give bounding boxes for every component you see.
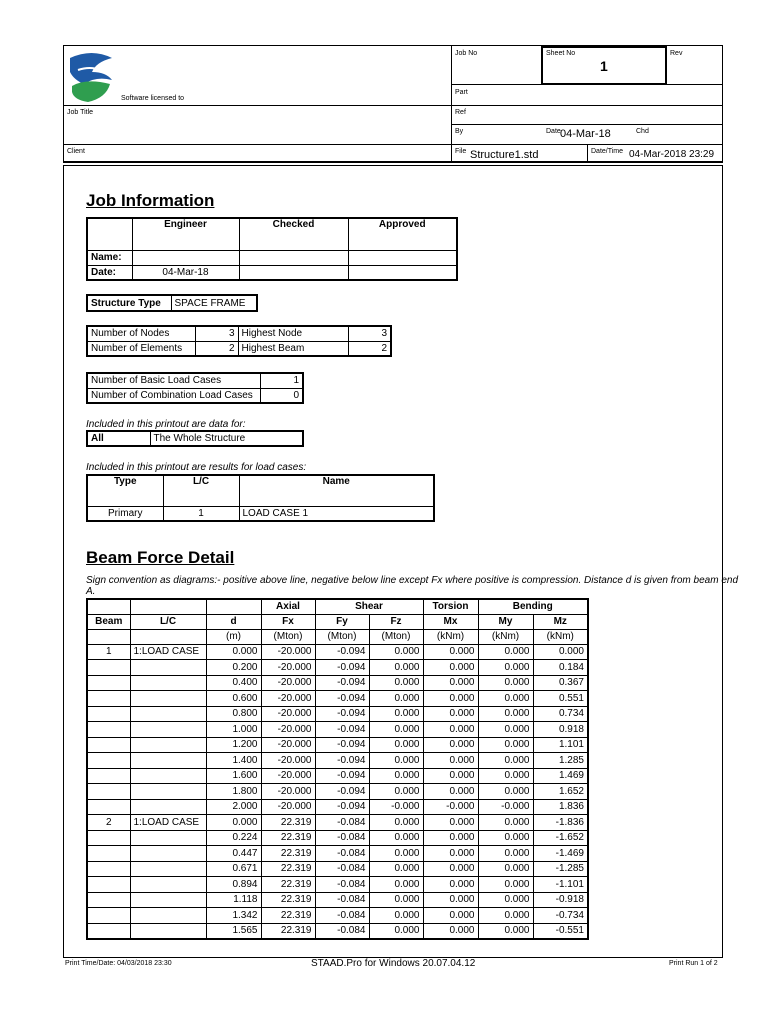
table-cell: 22.319 bbox=[261, 846, 315, 862]
table-row bbox=[87, 815, 588, 831]
table-cell bbox=[130, 830, 206, 846]
col-checked: Checked bbox=[239, 218, 348, 250]
table-cell: 22.319 bbox=[261, 908, 315, 924]
unit-mz: (kNm) bbox=[533, 629, 588, 644]
table-cell: 0.600 bbox=[206, 691, 261, 707]
date-label: Date bbox=[546, 128, 561, 135]
table-cell: 0.000 bbox=[369, 815, 423, 831]
table-row bbox=[87, 737, 588, 753]
table-cell: 0.000 bbox=[478, 675, 533, 691]
table-cell bbox=[130, 753, 206, 769]
table-cell bbox=[130, 908, 206, 924]
table-cell: -0.084 bbox=[315, 846, 369, 862]
included-data-table bbox=[86, 430, 304, 447]
table-cell bbox=[87, 799, 130, 815]
highest-beam-value: 2 bbox=[348, 341, 391, 356]
table-cell: 0.000 bbox=[369, 768, 423, 784]
basic-lc-label: Number of Basic Load Cases bbox=[87, 373, 260, 388]
table-cell bbox=[130, 799, 206, 815]
table-cell: 0.000 bbox=[369, 892, 423, 908]
table-cell: 0.000 bbox=[478, 691, 533, 707]
structure-type-value: SPACE FRAME bbox=[171, 295, 257, 311]
file-value: Structure1.std bbox=[470, 149, 539, 161]
table-cell: 0.000 bbox=[369, 846, 423, 862]
datetime-value: 04-Mar-2018 23:29 bbox=[629, 149, 715, 160]
table-cell: -0.000 bbox=[423, 799, 478, 815]
table-row bbox=[87, 784, 588, 800]
ref-label: Ref bbox=[455, 109, 466, 116]
table-cell: 0.000 bbox=[423, 644, 478, 660]
beam-force-rows bbox=[87, 644, 588, 939]
table-cell bbox=[87, 753, 130, 769]
table-cell: 0.000 bbox=[423, 784, 478, 800]
table-cell: 1 bbox=[87, 644, 130, 660]
table-cell: 0.000 bbox=[423, 877, 478, 893]
table-cell bbox=[87, 923, 130, 939]
table-cell: 0.000 bbox=[478, 644, 533, 660]
table-cell: -20.000 bbox=[261, 644, 315, 660]
table-cell bbox=[130, 706, 206, 722]
combo-lc-label: Number of Combination Load Cases bbox=[87, 388, 260, 403]
table-cell: 0.800 bbox=[206, 706, 261, 722]
table-cell bbox=[87, 737, 130, 753]
table-cell: -20.000 bbox=[261, 675, 315, 691]
included-all-desc: The Whole Structure bbox=[150, 431, 303, 446]
unit-d: (m) bbox=[206, 629, 261, 644]
table-cell: 1:LOAD CASE bbox=[130, 815, 206, 831]
table-cell: 0.000 bbox=[369, 660, 423, 676]
table-cell bbox=[130, 892, 206, 908]
table-cell bbox=[130, 737, 206, 753]
table-cell: 0.000 bbox=[369, 753, 423, 769]
unit-fy: (Mton) bbox=[315, 629, 369, 644]
table-cell: 0.000 bbox=[478, 908, 533, 924]
table-cell: 0.400 bbox=[206, 675, 261, 691]
table-cell: -0.000 bbox=[478, 799, 533, 815]
table-cell bbox=[87, 877, 130, 893]
table-cell: 0.000 bbox=[423, 691, 478, 707]
table-cell: 0.000 bbox=[369, 784, 423, 800]
table-cell: 0.000 bbox=[478, 706, 533, 722]
part-label: Part bbox=[455, 89, 468, 96]
table-cell: 0.000 bbox=[423, 846, 478, 862]
table-cell: 0.000 bbox=[369, 737, 423, 753]
table-cell: 1.101 bbox=[533, 737, 588, 753]
lc-col-type: Type bbox=[87, 475, 163, 506]
chd-label: Chd bbox=[636, 128, 649, 135]
beam-force-table bbox=[86, 598, 589, 940]
table-cell: 1.800 bbox=[206, 784, 261, 800]
combo-lc-value: 0 bbox=[260, 388, 303, 403]
table-cell bbox=[87, 706, 130, 722]
datetime-label: Date/Time bbox=[591, 148, 624, 155]
lc-col-lc: L/C bbox=[163, 475, 239, 506]
sign-convention-note bbox=[86, 575, 739, 597]
table-cell: -20.000 bbox=[261, 799, 315, 815]
col-engineer: Engineer bbox=[132, 218, 239, 250]
table-cell: 0.000 bbox=[369, 923, 423, 939]
note-line-2: A. bbox=[86, 586, 96, 597]
table-cell bbox=[130, 675, 206, 691]
table-cell: 2.000 bbox=[206, 799, 261, 815]
table-cell: -1.469 bbox=[533, 846, 588, 862]
table-cell: 0.000 bbox=[478, 784, 533, 800]
unit-fz: (Mton) bbox=[369, 629, 423, 644]
table-cell: 0.000 bbox=[478, 830, 533, 846]
table-row bbox=[87, 799, 588, 815]
date-value: 04-Mar-18 bbox=[560, 128, 611, 140]
table-cell bbox=[87, 691, 130, 707]
table-cell: 0.000 bbox=[423, 923, 478, 939]
table-row bbox=[87, 706, 588, 722]
table-cell: 0.000 bbox=[423, 830, 478, 846]
table-cell: -0.084 bbox=[315, 877, 369, 893]
table-row bbox=[87, 768, 588, 784]
table-cell: 0.447 bbox=[206, 846, 261, 862]
date-engineer: 04-Mar-18 bbox=[132, 265, 239, 280]
table-cell: 0.000 bbox=[423, 675, 478, 691]
table-cell: 0.000 bbox=[423, 737, 478, 753]
table-cell bbox=[87, 830, 130, 846]
table-cell: 22.319 bbox=[261, 877, 315, 893]
table-cell: 0.000 bbox=[533, 644, 588, 660]
table-cell: 0.000 bbox=[423, 706, 478, 722]
table-cell: 0.551 bbox=[533, 691, 588, 707]
table-cell: 0.894 bbox=[206, 877, 261, 893]
table-row bbox=[87, 923, 588, 939]
row-date-label: Date: bbox=[87, 265, 132, 280]
included-data-label: Included in this printout are data for: bbox=[86, 419, 246, 430]
table-row bbox=[87, 861, 588, 877]
col-fy: Fy bbox=[315, 614, 369, 629]
group-torsion: Torsion bbox=[423, 599, 478, 614]
table-cell: -1.101 bbox=[533, 877, 588, 893]
structure-type-label: Structure Type bbox=[87, 295, 171, 311]
table-cell: 0.000 bbox=[369, 877, 423, 893]
table-cell bbox=[130, 691, 206, 707]
table-cell bbox=[87, 722, 130, 738]
table-cell: 1.469 bbox=[533, 768, 588, 784]
table-cell: 0.000 bbox=[478, 660, 533, 676]
by-label: By bbox=[455, 128, 464, 135]
table-cell: 0.000 bbox=[206, 815, 261, 831]
table-cell: 1.000 bbox=[206, 722, 261, 738]
job-info-title: Job Information bbox=[86, 191, 215, 210]
table-cell: -20.000 bbox=[261, 784, 315, 800]
table-cell: -0.084 bbox=[315, 815, 369, 831]
table-cell: -0.094 bbox=[315, 675, 369, 691]
table-cell: -0.094 bbox=[315, 722, 369, 738]
table-cell: 0.000 bbox=[478, 815, 533, 831]
table-cell bbox=[87, 784, 130, 800]
table-cell bbox=[130, 861, 206, 877]
table-cell bbox=[130, 660, 206, 676]
table-cell: -0.094 bbox=[315, 799, 369, 815]
table-cell: 0.000 bbox=[369, 861, 423, 877]
col-approved: Approved bbox=[348, 218, 457, 250]
table-cell: 0.000 bbox=[369, 830, 423, 846]
group-axial: Axial bbox=[261, 599, 315, 614]
nodes-label: Number of Nodes bbox=[87, 326, 195, 341]
rev-label: Rev bbox=[670, 50, 683, 57]
table-cell: -0.094 bbox=[315, 691, 369, 707]
table-cell: -20.000 bbox=[261, 660, 315, 676]
table-cell bbox=[130, 768, 206, 784]
table-cell: 0.200 bbox=[206, 660, 261, 676]
client-label: Client bbox=[67, 148, 85, 155]
report-header bbox=[63, 45, 723, 163]
load-case-count-table bbox=[86, 372, 304, 404]
table-cell: 0.000 bbox=[206, 644, 261, 660]
unit-mx: (kNm) bbox=[423, 629, 478, 644]
table-cell: 0.000 bbox=[478, 846, 533, 862]
included-all: All bbox=[87, 431, 150, 446]
table-cell: 0.000 bbox=[369, 722, 423, 738]
table-cell: 22.319 bbox=[261, 892, 315, 908]
table-cell: 0.000 bbox=[423, 753, 478, 769]
elements-label: Number of Elements bbox=[87, 341, 195, 356]
table-cell: -0.084 bbox=[315, 923, 369, 939]
table-cell: 0.000 bbox=[423, 908, 478, 924]
highest-node-value: 3 bbox=[348, 326, 391, 341]
note-line-1: Sign convention as diagrams:- positive above line, negative below line except Fx where positive is compression. Distance d is given from beam end bbox=[86, 575, 739, 586]
table-cell: -0.094 bbox=[315, 706, 369, 722]
nodes-value: 3 bbox=[195, 326, 238, 341]
table-cell bbox=[130, 784, 206, 800]
licensed-label: Software licensed to bbox=[121, 95, 185, 102]
sheet-no-label: Sheet No bbox=[546, 50, 576, 57]
table-cell: -0.094 bbox=[315, 660, 369, 676]
lc-type: Primary bbox=[87, 506, 163, 521]
bentley-logo-icon bbox=[66, 50, 118, 106]
table-cell: 0.367 bbox=[533, 675, 588, 691]
table-cell: 0.000 bbox=[369, 908, 423, 924]
table-row bbox=[87, 830, 588, 846]
table-row bbox=[87, 846, 588, 862]
table-cell: 0.000 bbox=[423, 815, 478, 831]
nodes-table bbox=[86, 325, 392, 357]
included-results-label: Included in this printout are results for load cases: bbox=[86, 462, 307, 473]
table-cell: 22.319 bbox=[261, 861, 315, 877]
table-cell: 0.000 bbox=[478, 753, 533, 769]
table-cell: -0.084 bbox=[315, 908, 369, 924]
table-cell: 0.000 bbox=[423, 722, 478, 738]
table-cell: 0.734 bbox=[533, 706, 588, 722]
table-cell: 0.000 bbox=[423, 892, 478, 908]
table-cell bbox=[87, 768, 130, 784]
table-cell: -0.918 bbox=[533, 892, 588, 908]
elements-value: 2 bbox=[195, 341, 238, 356]
col-fx: Fx bbox=[261, 614, 315, 629]
unit-fx: (Mton) bbox=[261, 629, 315, 644]
col-fz: Fz bbox=[369, 614, 423, 629]
table-cell: -1.652 bbox=[533, 830, 588, 846]
load-case-table bbox=[86, 474, 435, 522]
structure-type-table bbox=[86, 294, 258, 312]
table-cell bbox=[87, 908, 130, 924]
table-row bbox=[87, 660, 588, 676]
table-cell bbox=[130, 877, 206, 893]
col-my: My bbox=[478, 614, 533, 629]
table-cell: -20.000 bbox=[261, 737, 315, 753]
sheet-no-value: 1 bbox=[600, 58, 608, 74]
table-cell: 1.836 bbox=[533, 799, 588, 815]
col-mx: Mx bbox=[423, 614, 478, 629]
table-cell: 0.000 bbox=[423, 861, 478, 877]
table-row bbox=[87, 644, 588, 660]
table-row bbox=[87, 691, 588, 707]
table-cell: -0.094 bbox=[315, 784, 369, 800]
job-no-label: Job No bbox=[455, 50, 478, 57]
table-cell: 2 bbox=[87, 815, 130, 831]
table-row bbox=[87, 877, 588, 893]
table-cell: 1.342 bbox=[206, 908, 261, 924]
table-cell: 0.224 bbox=[206, 830, 261, 846]
table-cell bbox=[130, 846, 206, 862]
basic-lc-value: 1 bbox=[260, 373, 303, 388]
table-cell: 1.600 bbox=[206, 768, 261, 784]
approval-table bbox=[86, 217, 458, 281]
table-row bbox=[87, 892, 588, 908]
table-cell: 22.319 bbox=[261, 815, 315, 831]
table-cell: -20.000 bbox=[261, 753, 315, 769]
table-cell bbox=[87, 675, 130, 691]
table-cell: 1.118 bbox=[206, 892, 261, 908]
table-cell: 22.319 bbox=[261, 830, 315, 846]
table-cell: 0.918 bbox=[533, 722, 588, 738]
file-label: File bbox=[455, 148, 467, 155]
table-cell: 1.565 bbox=[206, 923, 261, 939]
lc-col-name: Name bbox=[239, 475, 434, 506]
table-cell: -0.094 bbox=[315, 753, 369, 769]
table-cell: 22.319 bbox=[261, 923, 315, 939]
table-row bbox=[87, 722, 588, 738]
table-cell: 0.000 bbox=[369, 706, 423, 722]
table-cell: -0.551 bbox=[533, 923, 588, 939]
table-cell: 0.184 bbox=[533, 660, 588, 676]
table-cell: 1.285 bbox=[533, 753, 588, 769]
table-cell: -20.000 bbox=[261, 706, 315, 722]
table-cell: 1.400 bbox=[206, 753, 261, 769]
row-name-label: Name: bbox=[87, 250, 132, 265]
table-cell bbox=[87, 861, 130, 877]
table-cell bbox=[130, 722, 206, 738]
table-cell: 0.000 bbox=[423, 660, 478, 676]
col-lc: L/C bbox=[130, 614, 206, 629]
print-time: Print Time/Date: 04/03/2018 23:30 bbox=[65, 960, 172, 967]
table-cell: 0.000 bbox=[478, 722, 533, 738]
table-cell: -0.084 bbox=[315, 892, 369, 908]
unit-my: (kNm) bbox=[478, 629, 533, 644]
table-cell: 0.000 bbox=[478, 737, 533, 753]
job-title-label: Job Title bbox=[67, 109, 94, 116]
table-cell: 0.000 bbox=[478, 861, 533, 877]
software-version: STAAD.Pro for Windows 20.07.04.12 bbox=[311, 958, 476, 969]
col-d: d bbox=[206, 614, 261, 629]
table-cell: 0.000 bbox=[478, 923, 533, 939]
table-cell: -0.000 bbox=[369, 799, 423, 815]
table-cell: -1.285 bbox=[533, 861, 588, 877]
table-cell: 0.000 bbox=[369, 644, 423, 660]
table-cell: 0.000 bbox=[478, 892, 533, 908]
table-row bbox=[87, 908, 588, 924]
table-cell: -0.094 bbox=[315, 768, 369, 784]
table-cell bbox=[87, 892, 130, 908]
table-row bbox=[87, 753, 588, 769]
print-run: Print Run 1 of 2 bbox=[669, 960, 718, 967]
table-cell: 0.000 bbox=[478, 877, 533, 893]
table-cell: 0.000 bbox=[478, 768, 533, 784]
table-cell: 1:LOAD CASE bbox=[130, 644, 206, 660]
table-cell: -20.000 bbox=[261, 722, 315, 738]
table-cell: -0.734 bbox=[533, 908, 588, 924]
beam-force-title: Beam Force Detail bbox=[86, 548, 235, 567]
table-cell: -0.084 bbox=[315, 861, 369, 877]
table-cell: 0.000 bbox=[423, 768, 478, 784]
table-cell bbox=[87, 660, 130, 676]
highest-node-label: Highest Node bbox=[238, 326, 348, 341]
col-mz: Mz bbox=[533, 614, 588, 629]
lc-num: 1 bbox=[163, 506, 239, 521]
table-cell bbox=[87, 846, 130, 862]
table-cell: 0.000 bbox=[369, 675, 423, 691]
table-cell: 0.000 bbox=[369, 691, 423, 707]
table-cell: -0.094 bbox=[315, 737, 369, 753]
table-cell: -0.084 bbox=[315, 830, 369, 846]
group-bending: Bending bbox=[478, 599, 588, 614]
lc-name: LOAD CASE 1 bbox=[239, 506, 434, 521]
table-cell: -0.094 bbox=[315, 644, 369, 660]
col-beam: Beam bbox=[87, 614, 130, 629]
table-cell bbox=[130, 923, 206, 939]
table-cell: 1.200 bbox=[206, 737, 261, 753]
table-cell: -1.836 bbox=[533, 815, 588, 831]
table-row bbox=[87, 675, 588, 691]
table-cell: 0.671 bbox=[206, 861, 261, 877]
table-cell: 1.652 bbox=[533, 784, 588, 800]
table-cell: -20.000 bbox=[261, 691, 315, 707]
group-shear: Shear bbox=[315, 599, 423, 614]
highest-beam-label: Highest Beam bbox=[238, 341, 348, 356]
table-cell: -20.000 bbox=[261, 768, 315, 784]
